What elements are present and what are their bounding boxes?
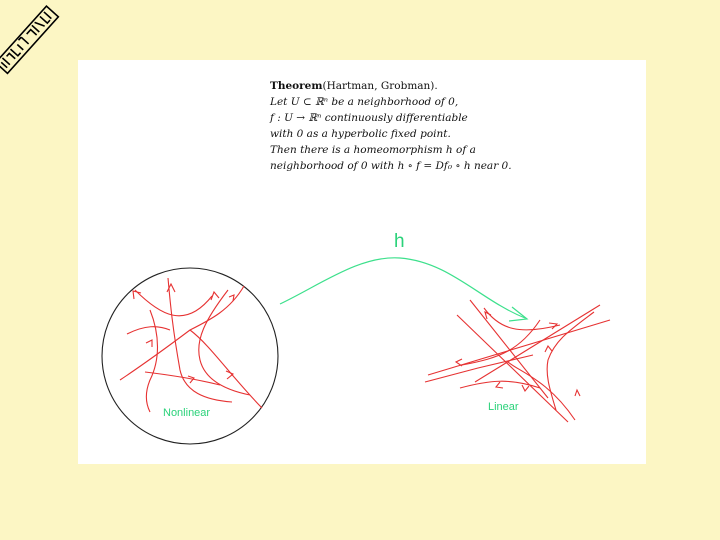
nonlinear-label: Nonlinear bbox=[163, 407, 211, 419]
theorem-line-2: f : U → ℝⁿ continuously differentiable bbox=[270, 112, 468, 124]
theorem-authors: (Hartman, Grobman). bbox=[322, 80, 438, 92]
linear-label: Linear bbox=[488, 401, 519, 413]
map-h-arrowhead bbox=[509, 307, 527, 321]
theorem-line-5: neighborhood of 0 with h ∘ f = Df₀ ∘ h near 0. bbox=[270, 160, 512, 172]
nonlinear-flow bbox=[120, 278, 262, 412]
theorem-line-4: Then there is a homeomorphism h of a bbox=[270, 144, 476, 156]
theorem-line-3: with 0 as a hyperbolic fixed point. bbox=[270, 128, 451, 140]
map-label: h bbox=[394, 231, 405, 252]
map-h-arrow bbox=[280, 258, 525, 318]
theorem-head: Theorem bbox=[270, 80, 323, 92]
theorem-line-1: Let U ⊂ ℝⁿ be a neighborhood of 0, bbox=[270, 96, 459, 108]
